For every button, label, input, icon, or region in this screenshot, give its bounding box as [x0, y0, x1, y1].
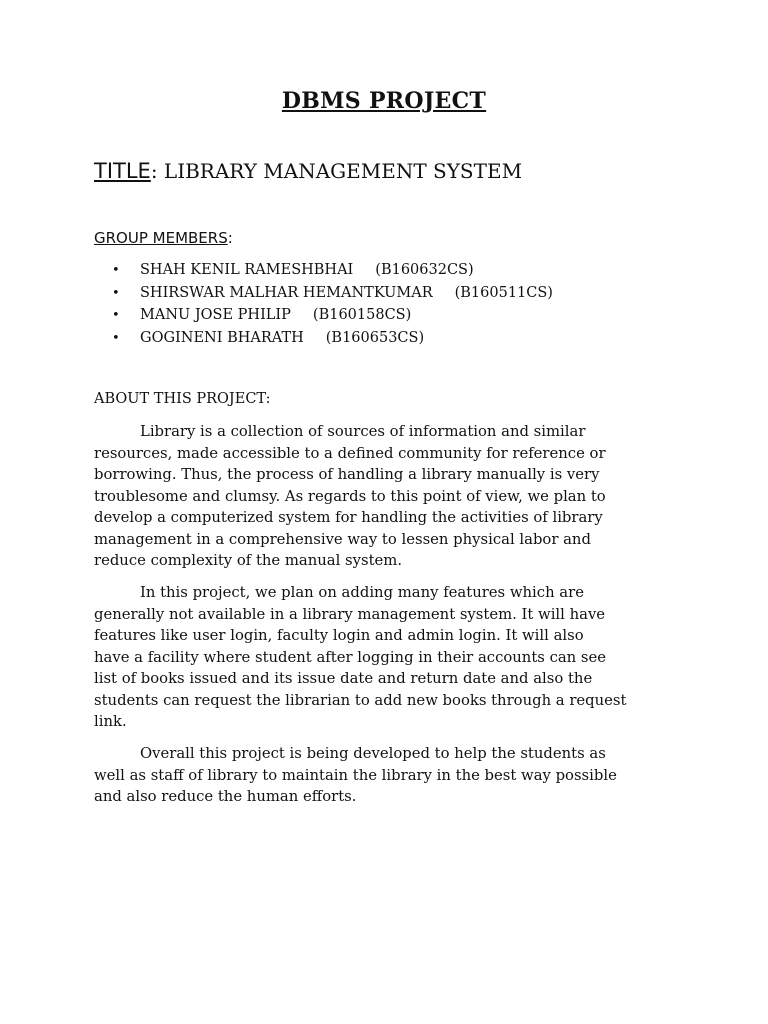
member-roll-number: (B160511CS) [454, 284, 553, 301]
member-name: SHAH KENIL RAMESHBHAI [140, 262, 354, 278]
project-title-label: TITLE [94, 159, 151, 183]
member-name: GOGINENI BHARATH [140, 329, 304, 346]
project-title-line [94, 159, 522, 183]
about-project-heading: ABOUT THIS PROJECT: [94, 391, 271, 407]
bullet-icon: • [112, 330, 120, 346]
list-item [112, 327, 553, 350]
group-members-label: GROUP MEMBERS [94, 229, 228, 247]
about-paragraph-1: Library is a collection of sources of information and similar resources, made accessible to a defined community for reference or borrowing. Thus, the process of handling a library manually is very troublesome and clumsy. As regards to this point of view, we plan to develop a computerized system for handling the activities of library management in a comprehensive way to lessen physical labor and reduce complexity of the manual system. [94, 423, 606, 569]
member-roll-number: (B160158CS) [312, 307, 412, 323]
about-paragraph-2: In this project, we plan on adding many features which are generally not available in a library management system. It will have features like user login, faculty login and admin login. It will also have a facility where student after logging in their accounts can see list of books issued and its issue date and return date and also the students can request the librarian to add new books through a request link. [94, 584, 627, 730]
member-name: SHIRSWAR MALHAR HEMANTKUMAR [140, 284, 433, 301]
list-item [112, 259, 553, 282]
group-members-list [112, 259, 553, 349]
document-title: DBMS PROJECT [281, 88, 487, 114]
member-roll-number: (B160632CS) [375, 262, 474, 278]
project-title-value: : LIBRARY MANAGEMENT SYSTEM [150, 159, 523, 183]
bullet-icon: • [112, 285, 120, 301]
group-members-colon: : [227, 229, 233, 247]
member-roll-number: (B160653CS) [325, 329, 425, 346]
member-name: MANU JOSE PHILIP [140, 307, 291, 323]
list-item [112, 304, 553, 327]
list-item [112, 282, 553, 305]
bullet-icon: • [112, 308, 120, 323]
about-paragraph-3: Overall this project is being developed to help the students as well as staff of library to maintain the library in the best way possible and also reduce the human efforts. [94, 745, 617, 805]
group-members-heading [94, 229, 233, 247]
bullet-icon: • [112, 263, 120, 278]
